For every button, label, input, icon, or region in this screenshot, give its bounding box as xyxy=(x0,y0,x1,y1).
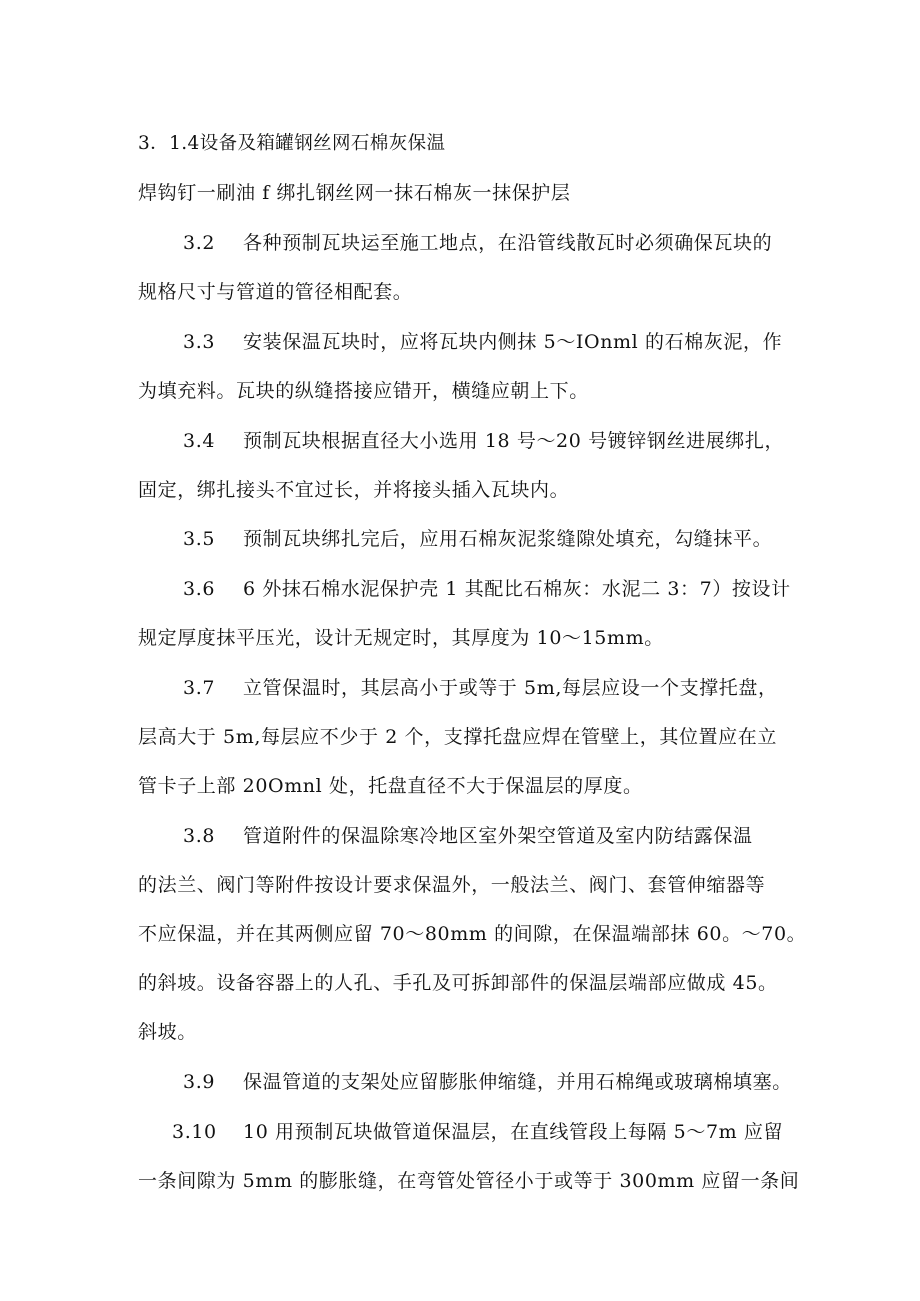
paragraph-text: 立管保温时，其层高小于或等于 5m,每层应设一个支撑托盘， xyxy=(243,677,778,699)
paragraph-number: 3.8 xyxy=(183,825,216,847)
paragraph-number: 3.5 xyxy=(183,528,216,550)
process-line: 焊钩钉一刷油 f 绑扎钢丝网一抹石棉灰一抹保护层 xyxy=(138,182,571,204)
paragraph-3-7-line-3: 管卡子上部 20Omnl 处，托盘直径不大于保温层的厚度。 xyxy=(138,775,643,797)
paragraph-3-6-line-1 xyxy=(138,577,798,601)
paragraph-number: 3.10 xyxy=(172,1121,217,1143)
paragraph-3-4-line-1 xyxy=(138,429,798,453)
paragraph-text: 6 外抹石棉水泥保护壳 1 其配比石棉灰：水泥二 3：7）按设计 xyxy=(243,578,791,600)
paragraph-3-8-line-3: 不应保温，并在其两侧应留 70～80mm 的间隙，在保温端部抹 60。～70。 xyxy=(138,923,807,945)
paragraph-3-9-line-1 xyxy=(138,1070,798,1094)
paragraph-number: 3.7 xyxy=(183,677,216,699)
paragraph-text: 预制瓦块绑扎完后，应用石棉灰泥浆缝隙处填充，勾缝抹平。 xyxy=(243,528,773,550)
paragraph-number: 3.3 xyxy=(183,331,216,353)
paragraph-number: 3.6 xyxy=(183,578,216,600)
paragraph-3-2-line-2: 规格尺寸与管道的管径相配套。 xyxy=(138,281,413,303)
paragraph-3-8-line-1 xyxy=(138,824,798,848)
paragraph-3-7-line-1 xyxy=(138,676,798,700)
paragraph-text: 10 用预制瓦块做管道保温层，在直线管段上每隔 5～7m 应留 xyxy=(243,1121,784,1143)
paragraph-3-8-line-4: 的斜坡。设备容器上的人孔、手孔及可拆卸部件的保温层端部应做成 45。 xyxy=(138,972,778,994)
paragraph-text: 管道附件的保温除寒冷地区室外架空管道及室内防结露保温 xyxy=(243,825,753,847)
section-heading: 3．1.4设备及箱罐钢丝网石棉灰保温 xyxy=(138,133,446,154)
paragraph-3-10-line-1 xyxy=(138,1120,798,1144)
paragraph-3-2-line-1 xyxy=(138,231,798,255)
paragraph-number: 3.9 xyxy=(183,1071,216,1093)
paragraph-text: 各种预制瓦块运至施工地点，在沿管线散瓦时必须确保瓦块的 xyxy=(243,232,773,254)
paragraph-3-3-line-2: 为填充料。瓦块的纵缝搭接应错开，横缝应朝上下。 xyxy=(138,380,589,402)
paragraph-number: 3.4 xyxy=(183,430,216,452)
paragraph-3-3-line-1 xyxy=(138,330,798,354)
paragraph-text: 保温管道的支架处应留膨胀伸缩缝，并用石棉绳或玻璃棉填塞。 xyxy=(243,1071,792,1093)
paragraph-3-5-line-1 xyxy=(138,527,798,551)
paragraph-text: 安装保温瓦块时，应将瓦块内侧抹 5～IOnml 的石棉灰泥，作 xyxy=(243,331,783,353)
paragraph-number: 3.2 xyxy=(183,232,216,254)
paragraph-3-10-line-2: 一条间隙为 5mm 的膨胀缝，在弯管处管径小于或等于 300mm 应留一条间 xyxy=(138,1170,800,1192)
paragraph-3-4-line-2: 固定，绑扎接头不宜过长，并将接头插入瓦块内。 xyxy=(138,479,570,501)
paragraph-3-8-line-5: 斜坡。 xyxy=(138,1021,197,1043)
paragraph-3-6-line-2: 规定厚度抹平压光，设计无规定时，其厚度为 10～15mm。 xyxy=(138,627,664,649)
paragraph-text: 预制瓦块根据直径大小选用 18 号～20 号镀锌钢丝进展绑扎， xyxy=(243,430,785,452)
paragraph-3-8-line-2: 的法兰、阀门等附件按设计要求保温外，一般法兰、阀门、套管伸缩器等 xyxy=(138,874,766,896)
paragraph-3-7-line-2: 层高大于 5m,每层应不少于 2 个，支撑托盘应焊在管壁上，其位置应在立 xyxy=(138,726,777,748)
